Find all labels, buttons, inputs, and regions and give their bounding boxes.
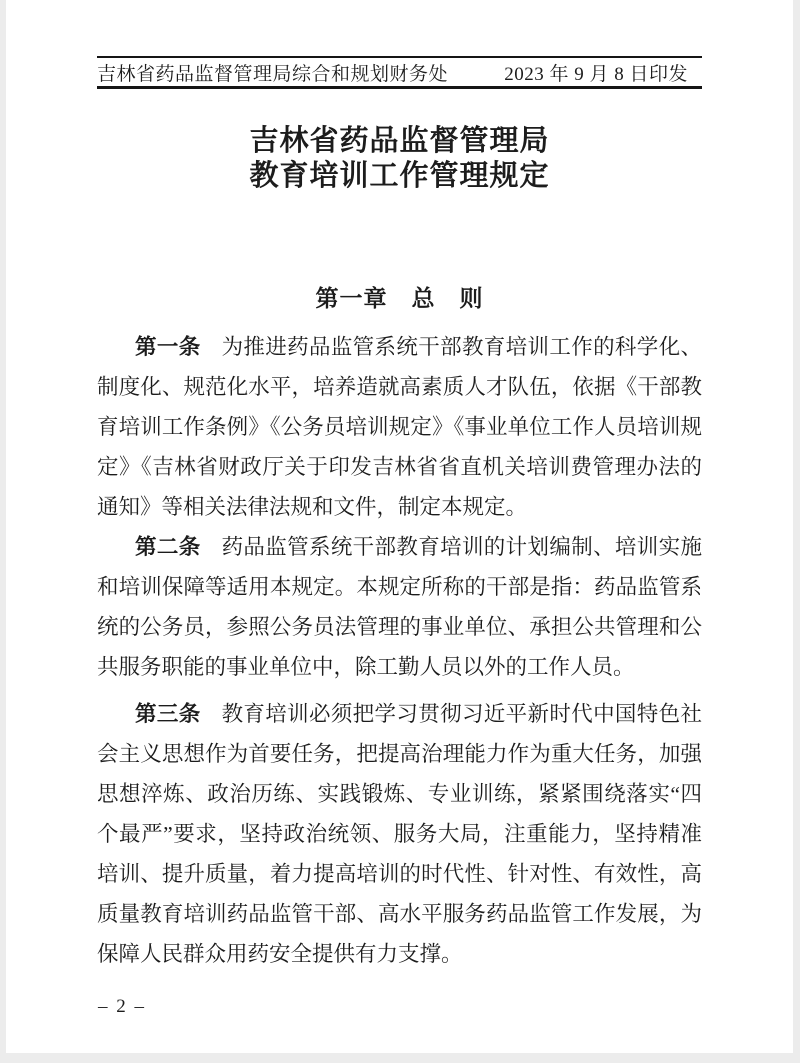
document-page — [6, 0, 793, 1053]
header-print-date: 2023 年 9 月 8 日印发 — [504, 63, 688, 85]
chapter-heading: 第一章 总 则 — [315, 285, 484, 311]
paragraph-text: 为推进药品监管系统干部教育培训工作的科学化、制度化、规范化水平，培养造就高素质人才队伍，依据《干部教育培训工作条例》《公务员培训规定》《事业单位工作人员培训规定》《吉林省财政厅关于印发吉林省省直机关培训费管理办法的通知》等相关法律法规和文件，制定本规定。 — [97, 335, 702, 519]
paragraph-label: 第二条 — [135, 535, 201, 559]
page-content — [97, 0, 702, 1053]
page-number: – 2 – — [98, 996, 146, 1017]
paragraph-article-2 — [97, 527, 702, 687]
page-header — [97, 56, 702, 89]
document-title — [97, 124, 702, 194]
header-issuing-department: 吉林省药品监督管理局综合和规划财务处 — [97, 63, 449, 85]
paragraph-text: 药品监管系统干部教育培训的计划编制、培训实施和培训保障等适用本规定。本规定所称的干部是指：药品监管系统的公务员，参照公务员法管理的事业单位、承担公共管理和公共服务职能的事业单位中，除工勤人员以外的工作人员。 — [97, 535, 702, 679]
paragraph-label: 第三条 — [135, 702, 201, 726]
paragraph-text: 教育培训必须把学习贯彻习近平新时代中国特色社会主义思想作为首要任务，把提高治理能力作为重大任务，加强思想淬炼、政治历练、实践锻炼、专业训练，紧紧围绕落实“四个最严”要求，坚持政治统领、服务大局，注重能力，坚持精准培训、提升质量，着力提高培训的时代性、针对性、有效性，高质量教育培训药品监管干部、高水平服务药品监管工作发展，为保障人民群众用药安全提供有力支撑。 — [97, 702, 702, 966]
title-line-2: 教育培训工作管理规定 — [249, 160, 550, 192]
paragraph-label: 第一条 — [135, 335, 201, 359]
paragraph-article-1 — [97, 327, 702, 527]
document-body — [97, 327, 702, 974]
paragraph-article-3 — [97, 694, 702, 974]
title-line-1: 吉林省药品监督管理局 — [249, 125, 550, 157]
